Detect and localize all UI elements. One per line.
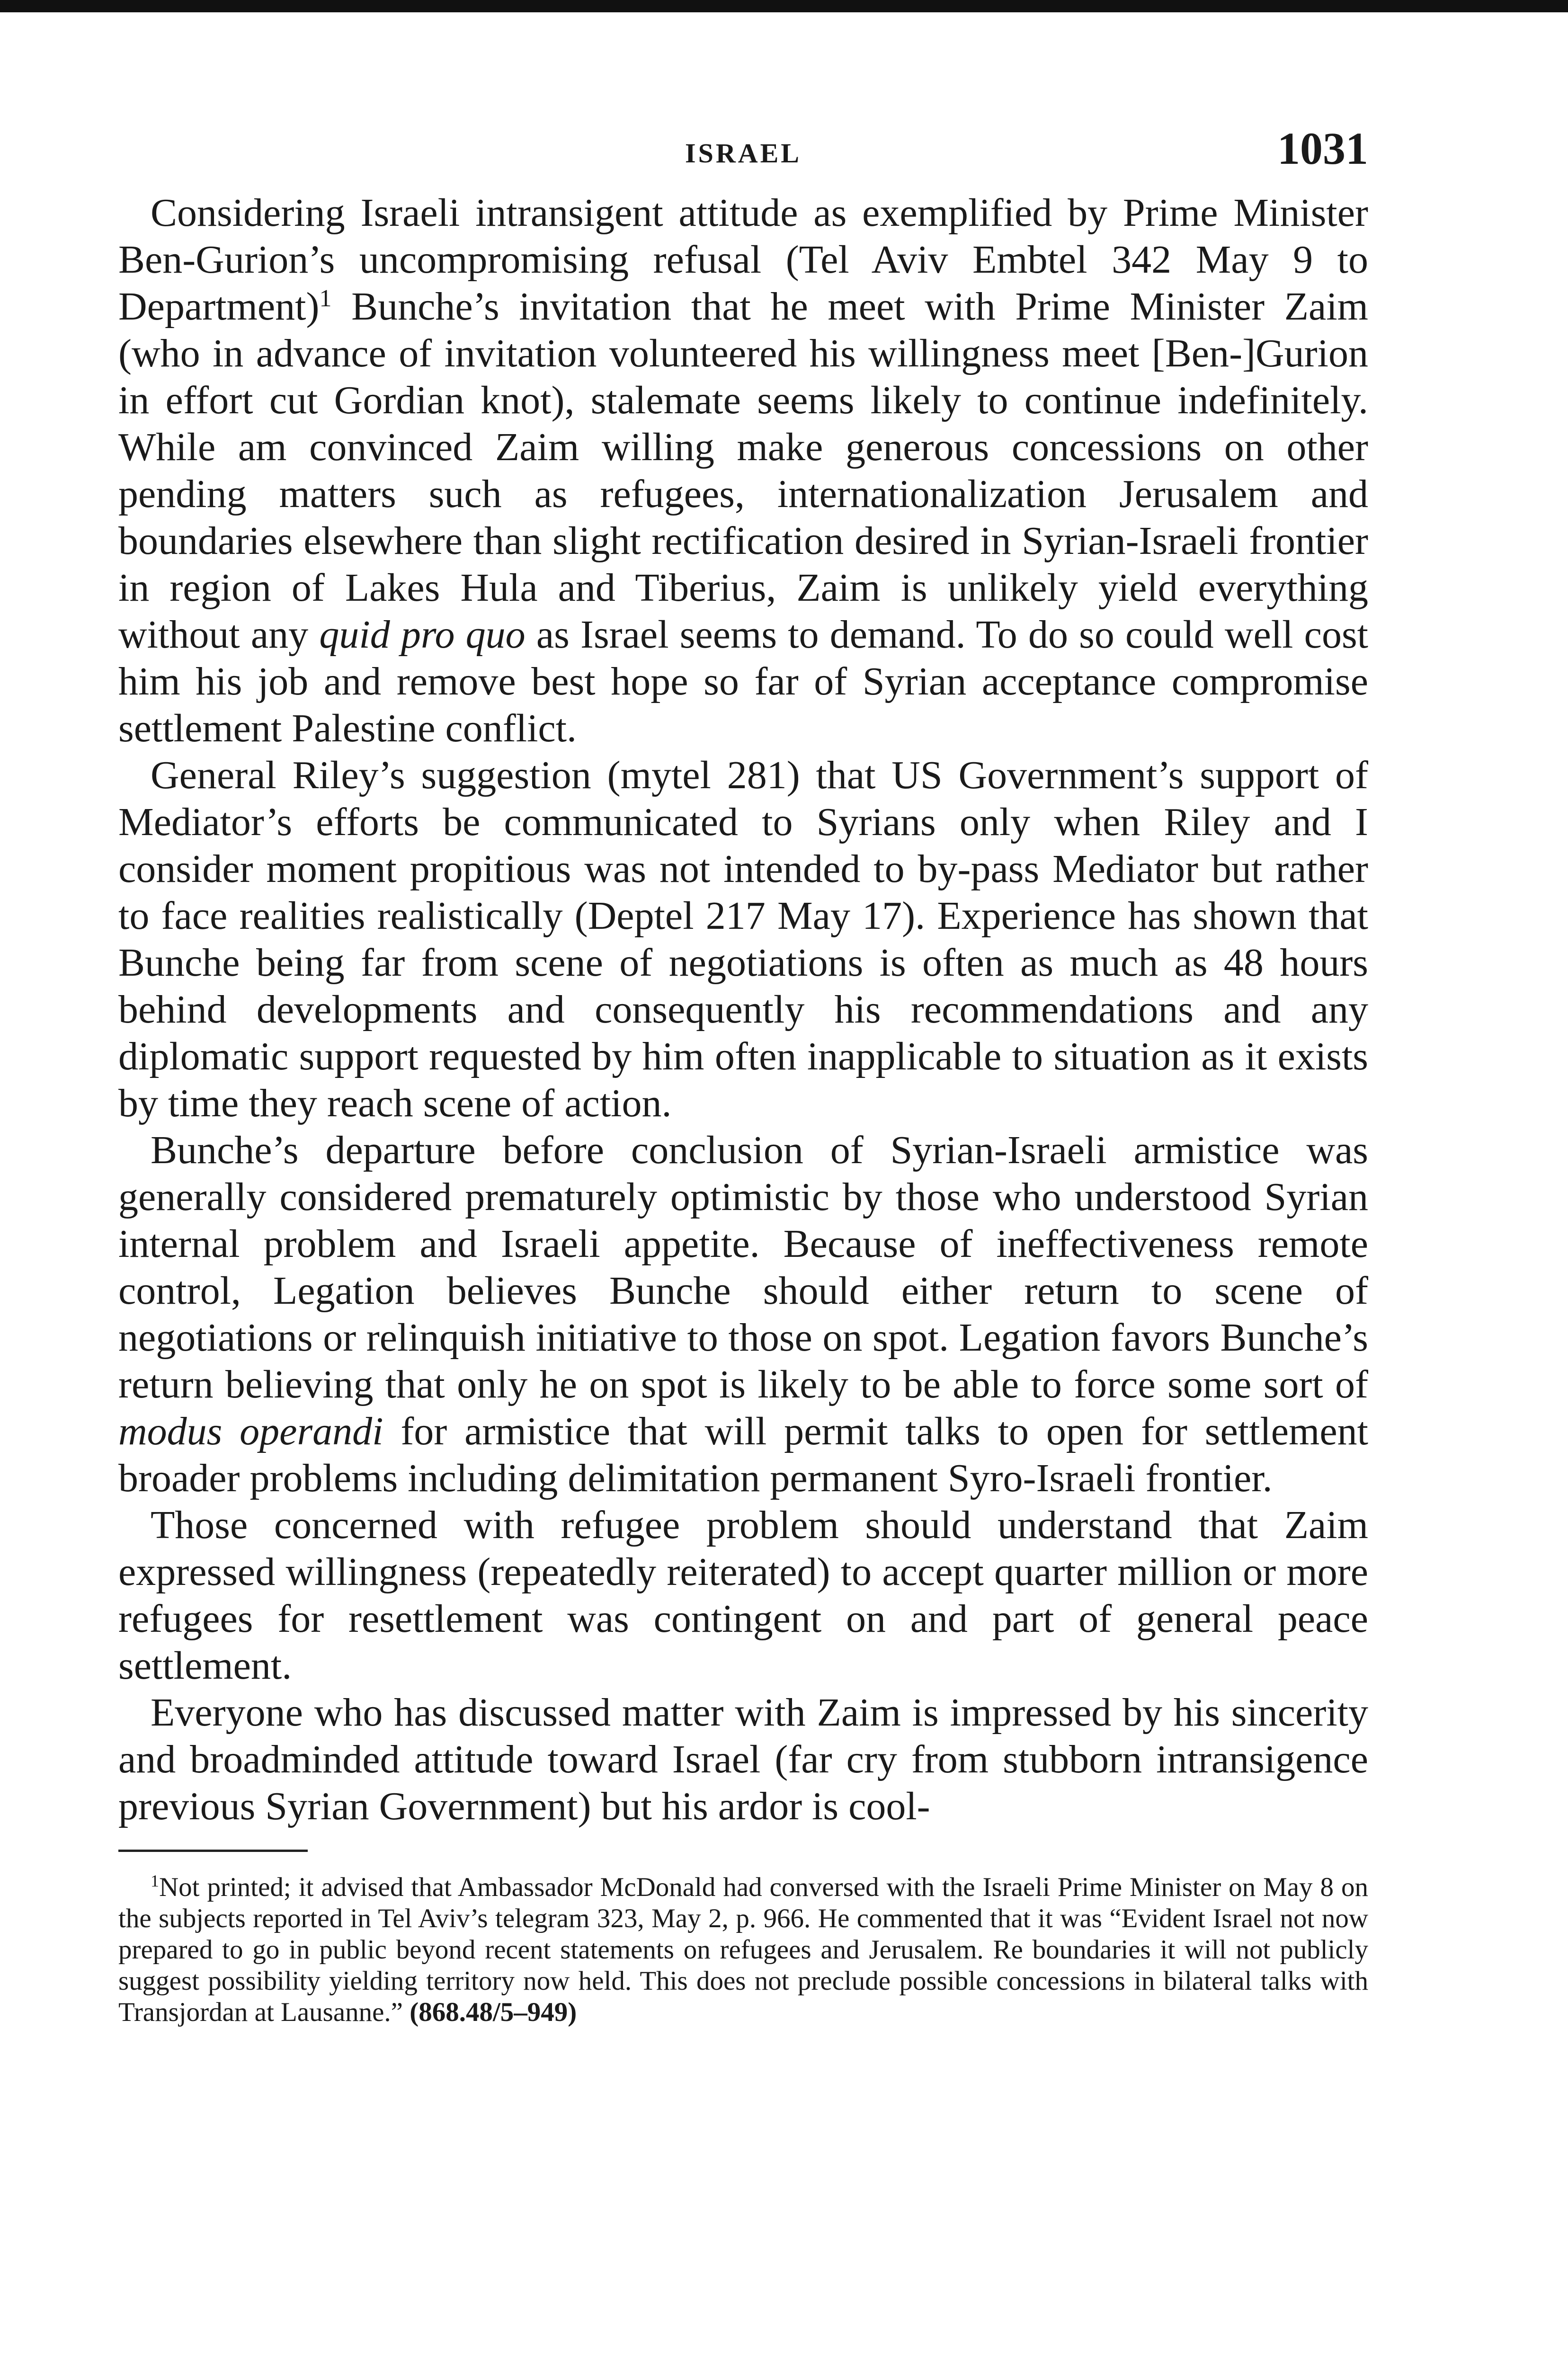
running-head: ISRAEL: [685, 138, 802, 169]
paragraph-4: [118, 1502, 1368, 1689]
paragraph-1-text: Considering Israeli intransigent attitude as exemplified by Prime Minister Ben-Gurion’s uncompromising refusal (Tel Aviv Embtel 342 May 9 to Department): [118, 191, 1368, 329]
paragraph-1-italic: quid pro quo: [319, 613, 526, 657]
page-header: [118, 109, 1368, 189]
footnote-1: [118, 1872, 1368, 2028]
paragraph-1: [118, 189, 1368, 752]
document-page: [118, 109, 1368, 2028]
paragraph-4-text: Those concerned with refugee problem should understand that Zaim expressed willingness (repeatedly reiterated) to accept quarter million or more refugees for resettlement was contingent on and part of general peace settlement.: [118, 1503, 1368, 1688]
paragraph-2: [118, 752, 1368, 1127]
paragraph-5-text: Everyone who has discussed matter with Zaim is impressed by his sincerity and broadminded attitude toward Israel (far cry from stubborn intransigence previous Syrian Government) but his ardor is cool-: [118, 1691, 1368, 1828]
page-number: 1031: [1277, 123, 1368, 174]
footnote-text: Not printed; it advised that Ambassador McDonald had conversed with the Israeli Prime Minister on May 8 on the subjects reported in Tel Aviv’s telegram 323, May 2, p. 966. He commented that it was “Evident Israel not now prepared to go in public beyond recent statements on refugees and Jerusalem. Re boundaries it will not publicly suggest possibility yielding territory now held. This does not preclude possible concessions in bilateral talks with Transjordan at Lausanne.”: [118, 1872, 1368, 2027]
paragraph-3-text-2: for armistice that will permit talks to open for settlement broader problems including delimitation permanent Syro-Israeli frontier.: [118, 1409, 1368, 1500]
paragraph-5: [118, 1689, 1368, 1830]
paragraph-1-text-3: as Israel seems to demand. To do so could well cost him his job and remove best hope so far of Syrian acceptance compromise settlement Palestine conflict.: [118, 613, 1368, 750]
top-border-rule: [0, 0, 1568, 12]
paragraph-3: [118, 1127, 1368, 1502]
paragraph-3-italic: modus operandi: [118, 1409, 383, 1453]
footnote-divider: [118, 1850, 308, 1852]
document-reference: (868.48/5–949): [410, 1997, 577, 2027]
footnote-marker: 1: [151, 1871, 159, 1890]
footnotes: [118, 1872, 1368, 2028]
footnote-reference: 1: [319, 285, 332, 312]
paragraph-3-text: Bunche’s departure before conclusion of Syrian-Israeli armistice was generally considered prematurely optimistic by those who understood Syrian internal problem and Israeli appetite. Because of ineffectiveness remote control, Legation believes Bunche should either return to scene of negotiations or relinquish initiative to those on spot. Legation favors Bunche’s return believing that only he on spot is likely to be able to force some sort of: [118, 1128, 1368, 1406]
paragraph-1-text-2: Bunche’s invitation that he meet with Prime Minister Zaim (who in advance of invitation volunteered his willingness meet [Ben-]Gurion in effort cut Gordian knot), stalemate seems likely to continue indefinitely. While am convinced Zaim willing make generous concessions on other pending matters such as refugees, internationalization Jerusalem and boundaries elsewhere than slight rectification desired in Syrian-Israeli frontier in region of Lakes Hula and Tiberius, Zaim is unlikely yield everything without any: [118, 285, 1368, 657]
body-text: [118, 189, 1368, 1830]
paragraph-2-text: General Riley’s suggestion (mytel 281) that US Government’s support of Mediator’s efforts be communicated to Syrians only when Riley and I consider moment propitious was not intended to by-pass Mediator but rather to face realities realistically (Deptel 217 May 17). Experience has shown that Bunche being far from scene of negotiations is often as much as 48 hours behind developments and consequently his recommendations and any diplomatic support requested by him often inapplicable to situation as it exists by time they reach scene of action.: [118, 753, 1368, 1125]
